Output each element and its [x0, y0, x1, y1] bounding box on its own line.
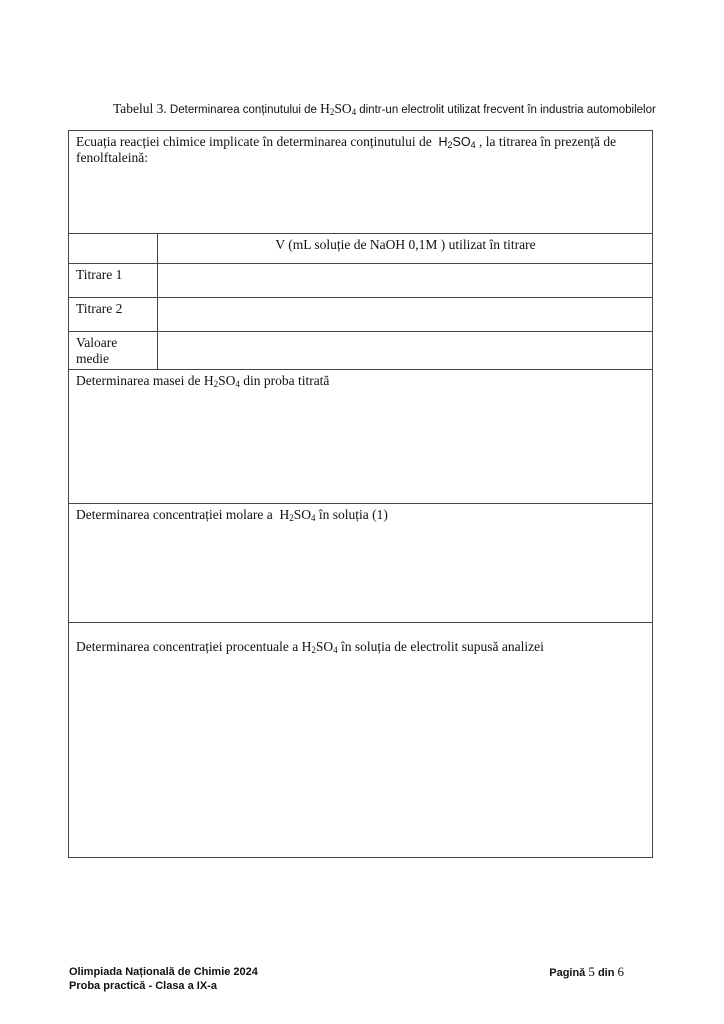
caption-text-part1: Determinarea conținutului de — [169, 104, 317, 116]
equation-prompt: Ecuația reacției chimice implicate în determinarea conținutului de — [76, 134, 432, 149]
molar-formula: $H_2SO_4$ — [279, 507, 316, 523]
titration-row-1 — [69, 264, 653, 298]
page-footer — [69, 965, 624, 993]
mass-row — [69, 370, 653, 504]
footer-olympiad: Olimpiada Națională de Chimie 2024 — [69, 966, 258, 978]
titration-value-1[interactable] — [158, 264, 653, 298]
equation-formula: $H_2SO_4$ — [438, 135, 476, 150]
average-value[interactable] — [158, 332, 653, 370]
caption-formula: $H_2SO_4$ — [320, 101, 357, 117]
volume-header-row — [69, 234, 653, 264]
table-caption — [68, 101, 668, 118]
mass-formula: $H_2SO_4$ — [203, 373, 240, 389]
caption-text-part2: dintr-un electrolit utilizat frecvent în industria automobilelor — [359, 104, 656, 116]
average-label: Valoare medie — [69, 332, 158, 370]
mass-cell[interactable]: Determinarea masei de $H_2SO_4$ din proba titrată — [69, 370, 653, 504]
titration-label-1: Titrare 1 — [69, 264, 158, 298]
footer-exam: Proba practică - Clasa a IX-a — [69, 980, 217, 992]
equation-row — [69, 131, 653, 234]
page-number: Pagină 5 din 6 — [549, 964, 624, 979]
volume-header: V (mL soluție de NaOH 0,1M ) utilizat în titrare — [158, 234, 653, 264]
percent-cell[interactable]: Determinarea concentrației procentuale a $H_2SO_4$ în soluția de electrolit supusă analizei — [69, 623, 653, 858]
percent-row — [69, 623, 653, 858]
percent-formula: $H_2SO_4$ — [301, 639, 338, 655]
equation-cell[interactable] — [69, 131, 653, 234]
answer-table — [68, 130, 653, 858]
header-empty-cell — [69, 234, 158, 264]
titration-row-2 — [69, 298, 653, 332]
equation-prompt-end: , la titrarea în prezență de fenolftaleină: — [76, 134, 617, 165]
titration-label-2: Titrare 2 — [69, 298, 158, 332]
molar-row — [69, 504, 653, 623]
titration-value-2[interactable] — [158, 298, 653, 332]
caption-label: Tabelul 3. — [113, 101, 167, 116]
molar-cell[interactable]: Determinarea concentrației molare a $H_2SO_4$ în soluția (1) — [69, 504, 653, 623]
average-row — [69, 332, 653, 370]
